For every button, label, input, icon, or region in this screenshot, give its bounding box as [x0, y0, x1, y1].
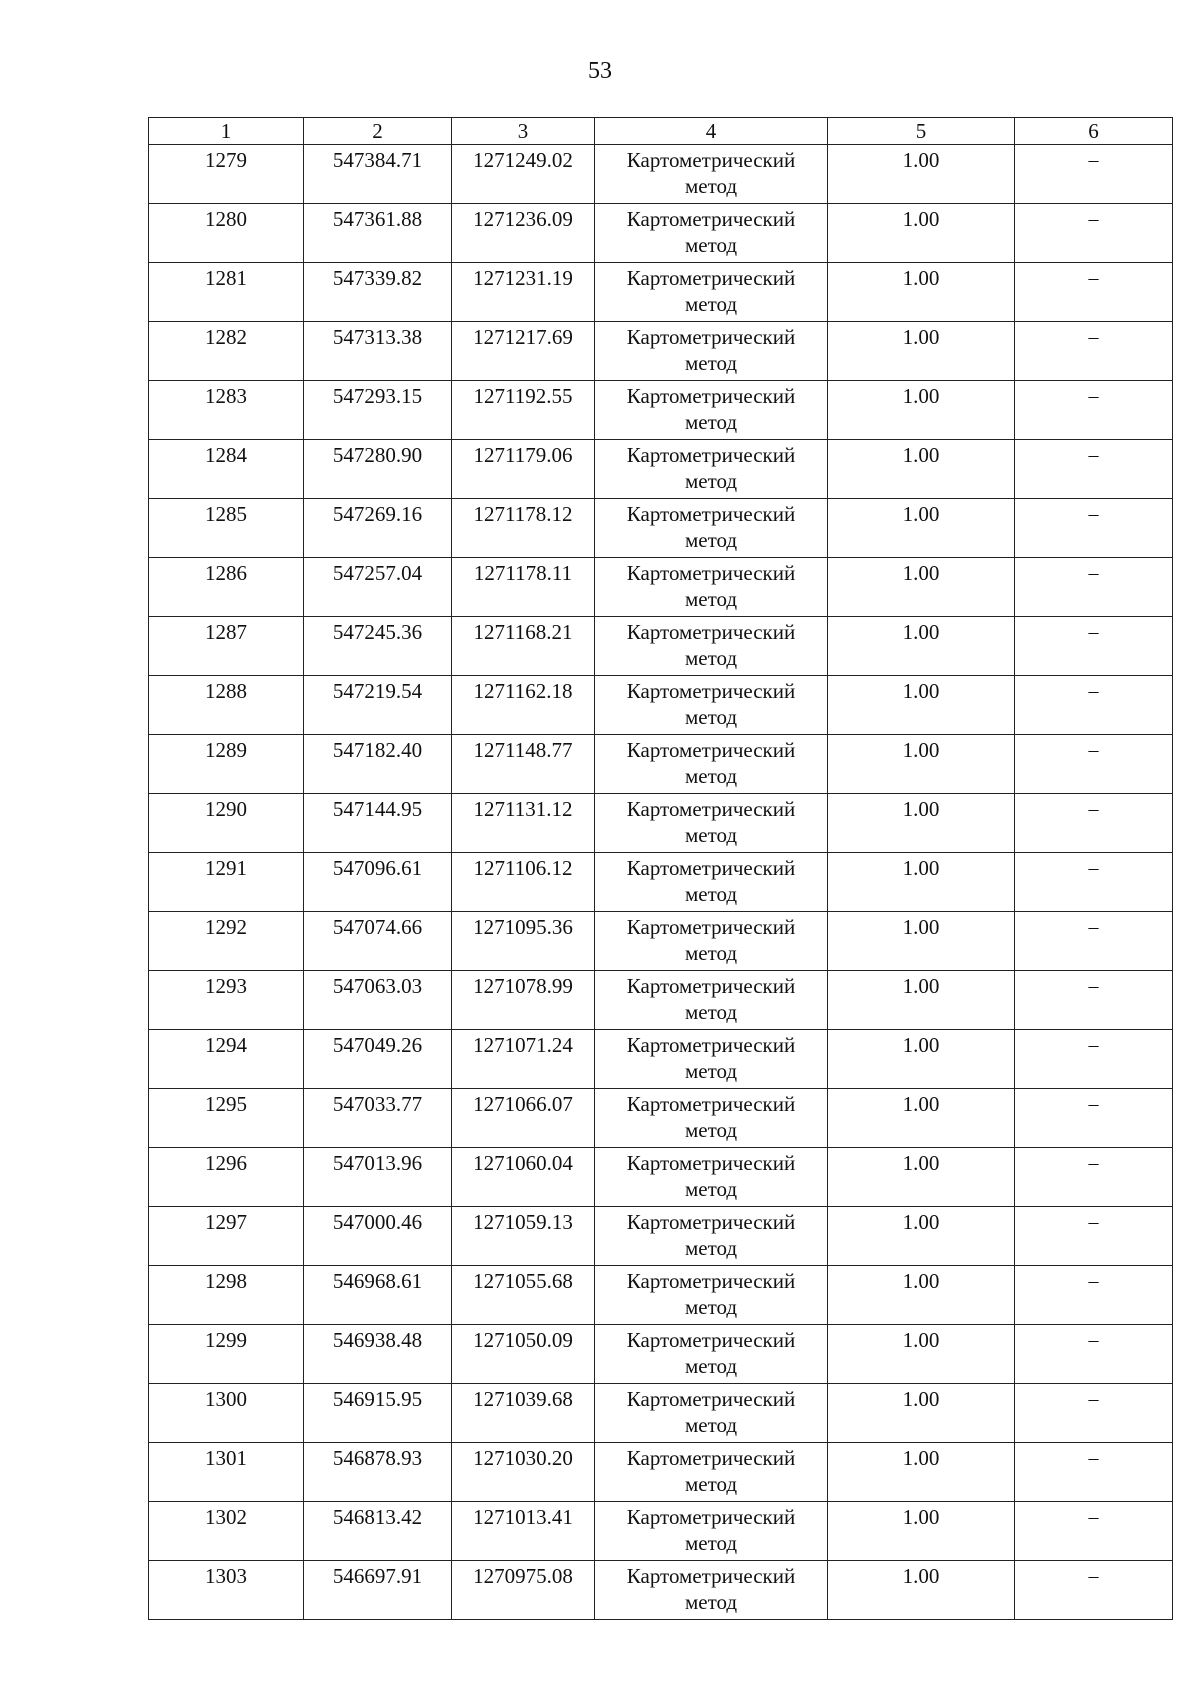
y-coordinate-cell: 1271055.68: [452, 1266, 595, 1325]
accuracy-cell: 1.00: [828, 381, 1015, 440]
point-number-cell: 1289: [149, 735, 304, 794]
table-row: [149, 971, 1173, 1030]
point-number-cell: 1281: [149, 263, 304, 322]
method-line-2: метод: [684, 1000, 738, 1024]
note-cell: –: [1015, 853, 1173, 912]
accuracy-cell: 1.00: [828, 263, 1015, 322]
table-row: [149, 912, 1173, 971]
y-coordinate-cell: 1271059.13: [452, 1207, 595, 1266]
method-cell: [595, 322, 828, 381]
point-number-cell: 1303: [149, 1561, 304, 1620]
method-line-1: Картометрический: [626, 325, 796, 349]
header-row: [149, 118, 1173, 145]
note-cell: –: [1015, 617, 1173, 676]
table-row: [149, 1443, 1173, 1502]
table-header: [149, 118, 1173, 145]
y-coordinate-cell: 1271162.18: [452, 676, 595, 735]
accuracy-cell: 1.00: [828, 1561, 1015, 1620]
accuracy-cell: 1.00: [828, 735, 1015, 794]
y-coordinate-cell: 1271179.06: [452, 440, 595, 499]
method-cell: [595, 263, 828, 322]
method-cell: [595, 1207, 828, 1266]
point-number-cell: 1300: [149, 1384, 304, 1443]
note-cell: –: [1015, 676, 1173, 735]
table-body: [149, 145, 1173, 1620]
method-line-2: метод: [684, 646, 738, 670]
point-number-cell: 1291: [149, 853, 304, 912]
method-line-1: Картометрический: [626, 1151, 796, 1175]
method-line-1: Картометрический: [626, 443, 796, 467]
x-coordinate-cell: 547000.46: [304, 1207, 452, 1266]
y-coordinate-cell: 1271039.68: [452, 1384, 595, 1443]
note-cell: –: [1015, 263, 1173, 322]
method-line-1: Картометрический: [626, 1505, 796, 1529]
method-cell: [595, 1325, 828, 1384]
point-number-cell: 1286: [149, 558, 304, 617]
accuracy-cell: 1.00: [828, 617, 1015, 676]
note-cell: –: [1015, 912, 1173, 971]
method-line-2: метод: [684, 1118, 738, 1142]
accuracy-cell: 1.00: [828, 676, 1015, 735]
method-line-1: Картометрический: [626, 384, 796, 408]
x-coordinate-cell: 547182.40: [304, 735, 452, 794]
y-coordinate-cell: 1271231.19: [452, 263, 595, 322]
x-coordinate-cell: 547384.71: [304, 145, 452, 204]
method-line-2: метод: [684, 469, 738, 493]
method-line-1: Картометрический: [626, 974, 796, 998]
y-coordinate-cell: 1271060.04: [452, 1148, 595, 1207]
method-line-1: Картометрический: [626, 1033, 796, 1057]
column-header-5: 5: [828, 118, 1015, 145]
method-cell: [595, 145, 828, 204]
table-row: [149, 1089, 1173, 1148]
method-line-1: Картометрический: [626, 797, 796, 821]
method-line-2: метод: [684, 1177, 738, 1201]
note-cell: –: [1015, 1384, 1173, 1443]
table-row: [149, 853, 1173, 912]
method-cell: [595, 204, 828, 263]
y-coordinate-cell: 1271095.36: [452, 912, 595, 971]
point-number-cell: 1297: [149, 1207, 304, 1266]
y-coordinate-cell: 1271192.55: [452, 381, 595, 440]
x-coordinate-cell: 546813.42: [304, 1502, 452, 1561]
method-cell: [595, 1561, 828, 1620]
x-coordinate-cell: 547033.77: [304, 1089, 452, 1148]
note-cell: –: [1015, 1089, 1173, 1148]
method-line-2: метод: [684, 1295, 738, 1319]
method-cell: [595, 440, 828, 499]
page-number: 53: [588, 58, 612, 84]
y-coordinate-cell: 1271148.77: [452, 735, 595, 794]
y-coordinate-cell: 1271030.20: [452, 1443, 595, 1502]
note-cell: –: [1015, 381, 1173, 440]
accuracy-cell: 1.00: [828, 794, 1015, 853]
y-coordinate-cell: 1271066.07: [452, 1089, 595, 1148]
accuracy-cell: 1.00: [828, 440, 1015, 499]
method-cell: [595, 617, 828, 676]
table-row: [149, 794, 1173, 853]
y-coordinate-cell: 1271071.24: [452, 1030, 595, 1089]
y-coordinate-cell: 1271106.12: [452, 853, 595, 912]
point-number-cell: 1284: [149, 440, 304, 499]
x-coordinate-cell: 547013.96: [304, 1148, 452, 1207]
method-line-2: метод: [684, 1472, 738, 1496]
x-coordinate-cell: 547245.36: [304, 617, 452, 676]
column-header-3: 3: [452, 118, 595, 145]
method-line-1: Картометрический: [626, 738, 796, 762]
x-coordinate-cell: 547293.15: [304, 381, 452, 440]
y-coordinate-cell: 1271050.09: [452, 1325, 595, 1384]
note-cell: –: [1015, 971, 1173, 1030]
method-line-2: метод: [684, 1413, 738, 1437]
method-cell: [595, 499, 828, 558]
method-cell: [595, 794, 828, 853]
note-cell: –: [1015, 1207, 1173, 1266]
accuracy-cell: 1.00: [828, 853, 1015, 912]
accuracy-cell: 1.00: [828, 558, 1015, 617]
note-cell: –: [1015, 1325, 1173, 1384]
y-coordinate-cell: 1271013.41: [452, 1502, 595, 1561]
method-line-1: Картометрический: [626, 148, 796, 172]
note-cell: –: [1015, 204, 1173, 263]
accuracy-cell: 1.00: [828, 322, 1015, 381]
accuracy-cell: 1.00: [828, 1325, 1015, 1384]
note-cell: –: [1015, 145, 1173, 204]
x-coordinate-cell: 547063.03: [304, 971, 452, 1030]
x-coordinate-cell: 547257.04: [304, 558, 452, 617]
method-line-2: метод: [684, 292, 738, 316]
coordinates-table: [148, 117, 1173, 1620]
y-coordinate-cell: 1271178.12: [452, 499, 595, 558]
method-line-2: метод: [684, 174, 738, 198]
accuracy-cell: 1.00: [828, 912, 1015, 971]
method-line-2: метод: [684, 1354, 738, 1378]
x-coordinate-cell: 546878.93: [304, 1443, 452, 1502]
point-number-cell: 1290: [149, 794, 304, 853]
method-line-2: метод: [684, 351, 738, 375]
note-cell: –: [1015, 1443, 1173, 1502]
note-cell: –: [1015, 1266, 1173, 1325]
accuracy-cell: 1.00: [828, 1266, 1015, 1325]
point-number-cell: 1285: [149, 499, 304, 558]
table-row: [149, 1325, 1173, 1384]
method-line-2: метод: [684, 233, 738, 257]
x-coordinate-cell: 546697.91: [304, 1561, 452, 1620]
accuracy-cell: 1.00: [828, 971, 1015, 1030]
x-coordinate-cell: 546938.48: [304, 1325, 452, 1384]
note-cell: –: [1015, 440, 1173, 499]
x-coordinate-cell: 546915.95: [304, 1384, 452, 1443]
accuracy-cell: 1.00: [828, 499, 1015, 558]
method-cell: [595, 1502, 828, 1561]
column-header-4: 4: [595, 118, 828, 145]
table-row: [149, 1384, 1173, 1443]
note-cell: –: [1015, 735, 1173, 794]
method-line-2: метод: [684, 941, 738, 965]
table-row: [149, 263, 1173, 322]
column-header-6: 6: [1015, 118, 1173, 145]
method-line-2: метод: [684, 882, 738, 906]
accuracy-cell: 1.00: [828, 1030, 1015, 1089]
method-line-1: Картометрический: [626, 1269, 796, 1293]
point-number-cell: 1302: [149, 1502, 304, 1561]
table-row: [149, 1207, 1173, 1266]
method-line-1: Картометрический: [626, 1092, 796, 1116]
method-line-2: метод: [684, 587, 738, 611]
method-line-1: Картометрический: [626, 1328, 796, 1352]
method-line-1: Картометрический: [626, 266, 796, 290]
x-coordinate-cell: 547074.66: [304, 912, 452, 971]
accuracy-cell: 1.00: [828, 1089, 1015, 1148]
note-cell: –: [1015, 1148, 1173, 1207]
x-coordinate-cell: 547269.16: [304, 499, 452, 558]
point-number-cell: 1292: [149, 912, 304, 971]
y-coordinate-cell: 1271236.09: [452, 204, 595, 263]
x-coordinate-cell: 547313.38: [304, 322, 452, 381]
x-coordinate-cell: 547144.95: [304, 794, 452, 853]
y-coordinate-cell: 1270975.08: [452, 1561, 595, 1620]
table-row: [149, 1502, 1173, 1561]
method-line-1: Картометрический: [626, 915, 796, 939]
method-line-2: метод: [684, 1590, 738, 1614]
method-line-1: Картометрический: [626, 1387, 796, 1411]
method-line-1: Картометрический: [626, 502, 796, 526]
method-line-1: Картометрический: [626, 620, 796, 644]
method-line-1: Картометрический: [626, 1564, 796, 1588]
accuracy-cell: 1.00: [828, 204, 1015, 263]
method-line-2: метод: [684, 1059, 738, 1083]
y-coordinate-cell: 1271217.69: [452, 322, 595, 381]
method-cell: [595, 1148, 828, 1207]
method-cell: [595, 1384, 828, 1443]
accuracy-cell: 1.00: [828, 1443, 1015, 1502]
method-line-2: метод: [684, 705, 738, 729]
point-number-cell: 1283: [149, 381, 304, 440]
y-coordinate-cell: 1271078.99: [452, 971, 595, 1030]
table-row: [149, 676, 1173, 735]
accuracy-cell: 1.00: [828, 1502, 1015, 1561]
point-number-cell: 1298: [149, 1266, 304, 1325]
point-number-cell: 1296: [149, 1148, 304, 1207]
point-number-cell: 1301: [149, 1443, 304, 1502]
method-cell: [595, 381, 828, 440]
point-number-cell: 1287: [149, 617, 304, 676]
point-number-cell: 1299: [149, 1325, 304, 1384]
method-cell: [595, 853, 828, 912]
x-coordinate-cell: 547219.54: [304, 676, 452, 735]
method-cell: [595, 971, 828, 1030]
x-coordinate-cell: 547049.26: [304, 1030, 452, 1089]
method-line-1: Картометрический: [626, 207, 796, 231]
table-row: [149, 617, 1173, 676]
point-number-cell: 1295: [149, 1089, 304, 1148]
method-cell: [595, 1030, 828, 1089]
method-cell: [595, 558, 828, 617]
note-cell: –: [1015, 1030, 1173, 1089]
note-cell: –: [1015, 1561, 1173, 1620]
table-row: [149, 1266, 1173, 1325]
method-line-2: метод: [684, 410, 738, 434]
method-line-2: метод: [684, 1236, 738, 1260]
method-cell: [595, 735, 828, 794]
point-number-cell: 1279: [149, 145, 304, 204]
y-coordinate-cell: 1271168.21: [452, 617, 595, 676]
table-row: [149, 381, 1173, 440]
note-cell: –: [1015, 1502, 1173, 1561]
method-line-1: Картометрический: [626, 1446, 796, 1470]
accuracy-cell: 1.00: [828, 1148, 1015, 1207]
method-cell: [595, 676, 828, 735]
table-row: [149, 558, 1173, 617]
table-row: [149, 145, 1173, 204]
method-line-1: Картометрический: [626, 856, 796, 880]
x-coordinate-cell: 547280.90: [304, 440, 452, 499]
method-line-2: метод: [684, 528, 738, 552]
table-row: [149, 1030, 1173, 1089]
method-cell: [595, 1443, 828, 1502]
table-row: [149, 440, 1173, 499]
column-header-1: 1: [149, 118, 304, 145]
method-line-1: Картометрический: [626, 1210, 796, 1234]
note-cell: –: [1015, 499, 1173, 558]
method-line-2: метод: [684, 1531, 738, 1555]
table-row: [149, 1148, 1173, 1207]
y-coordinate-cell: 1271131.12: [452, 794, 595, 853]
note-cell: –: [1015, 322, 1173, 381]
x-coordinate-cell: 547361.88: [304, 204, 452, 263]
method-line-1: Картометрический: [626, 679, 796, 703]
point-number-cell: 1288: [149, 676, 304, 735]
point-number-cell: 1280: [149, 204, 304, 263]
note-cell: –: [1015, 558, 1173, 617]
method-line-1: Картометрический: [626, 561, 796, 585]
method-cell: [595, 1266, 828, 1325]
table-row: [149, 735, 1173, 794]
x-coordinate-cell: 547339.82: [304, 263, 452, 322]
point-number-cell: 1293: [149, 971, 304, 1030]
x-coordinate-cell: 546968.61: [304, 1266, 452, 1325]
method-line-2: метод: [684, 823, 738, 847]
column-header-2: 2: [304, 118, 452, 145]
accuracy-cell: 1.00: [828, 1384, 1015, 1443]
accuracy-cell: 1.00: [828, 1207, 1015, 1266]
point-number-cell: 1294: [149, 1030, 304, 1089]
y-coordinate-cell: 1271178.11: [452, 558, 595, 617]
method-cell: [595, 912, 828, 971]
table-row: [149, 322, 1173, 381]
point-number-cell: 1282: [149, 322, 304, 381]
table-row: [149, 204, 1173, 263]
note-cell: –: [1015, 794, 1173, 853]
table-row: [149, 1561, 1173, 1620]
method-line-2: метод: [684, 764, 738, 788]
accuracy-cell: 1.00: [828, 145, 1015, 204]
y-coordinate-cell: 1271249.02: [452, 145, 595, 204]
table-row: [149, 499, 1173, 558]
method-cell: [595, 1089, 828, 1148]
x-coordinate-cell: 547096.61: [304, 853, 452, 912]
